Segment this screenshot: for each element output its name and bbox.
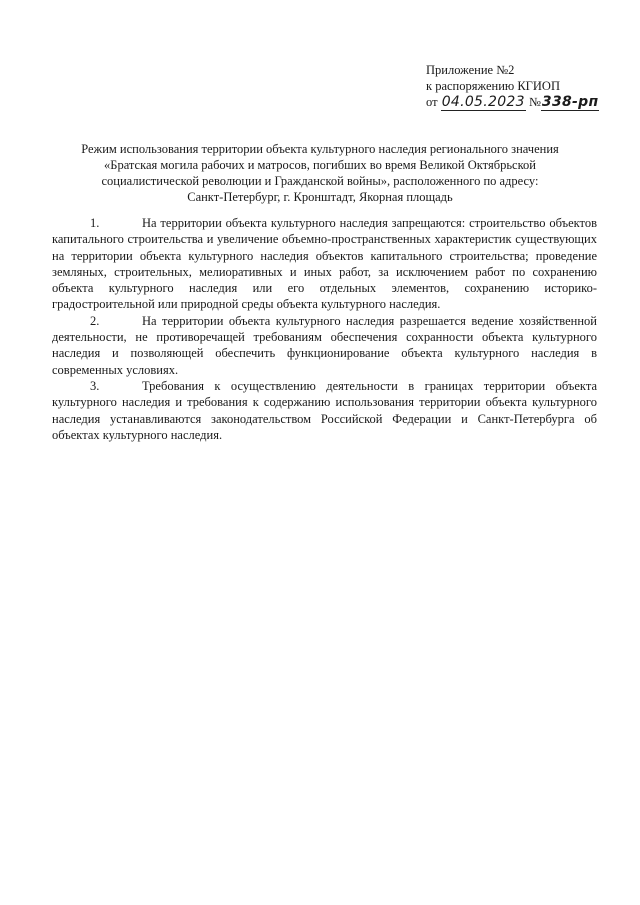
paragraph-text: На территории объекта культурного наследия разрешается ведение хозяйственной деятельности, не противоречащей требованиям обеспечения сохранности объекта культурного наследия и позволяющей обеспечить функционирование объекта культурного наследия в современных условиях.	[52, 313, 597, 377]
annex-header	[426, 62, 626, 110]
date-prefix: от	[426, 95, 438, 109]
order-date-number-line	[426, 94, 626, 110]
title-line: Санкт-Петербург, г. Кронштадт, Якорная площадь	[187, 190, 453, 204]
title-line: Режим использования территории объекта культурного наследия регионального значения	[81, 142, 559, 156]
document-body	[52, 215, 597, 443]
paragraph-number: 2.	[90, 313, 100, 328]
paragraph-2	[52, 313, 597, 378]
paragraph-number: 1.	[90, 216, 100, 230]
title-line: «Братская могила рабочих и матросов, погибших во время Великой Октябрьской	[104, 158, 536, 172]
paragraph-3	[52, 378, 597, 443]
paragraph-1	[52, 215, 597, 313]
title-line: социалистической революции и Гражданской войны», расположенного по адресу:	[101, 174, 539, 188]
order-reference: к распоряжению КГИОП	[426, 79, 560, 93]
paragraph-number: 3.	[90, 378, 100, 393]
paragraph-text: На территории объекта культурного наследия запрещаются: строительство объектов капитального строительства и увеличение объемно-пространственных характеристик существующих на территории объекта культурного наследия объектов капитального строительства; проведение земляных, строительных, мелиоративных и иных работ, за исключением работ по сохранению объекта культурного наследия или его отдельных элементов, сохранению историко-градостроительной или природной среды объекта культурного наследия.	[52, 216, 597, 312]
document-title	[60, 141, 580, 205]
handwritten-date: 04.05.2023	[441, 94, 525, 110]
handwritten-number: 338-рп	[541, 94, 599, 110]
number-prefix: №	[528, 95, 541, 109]
annex-label: Приложение №2	[426, 63, 515, 77]
paragraph-text: Требования к осуществлению деятельности в границах территории объекта культурного наследия и требования к содержанию использования территории объекта культурного наследия устанавливаются законодательством Российской Федерации и Санкт-Петербурга об объектах культурного наследия.	[52, 378, 597, 442]
